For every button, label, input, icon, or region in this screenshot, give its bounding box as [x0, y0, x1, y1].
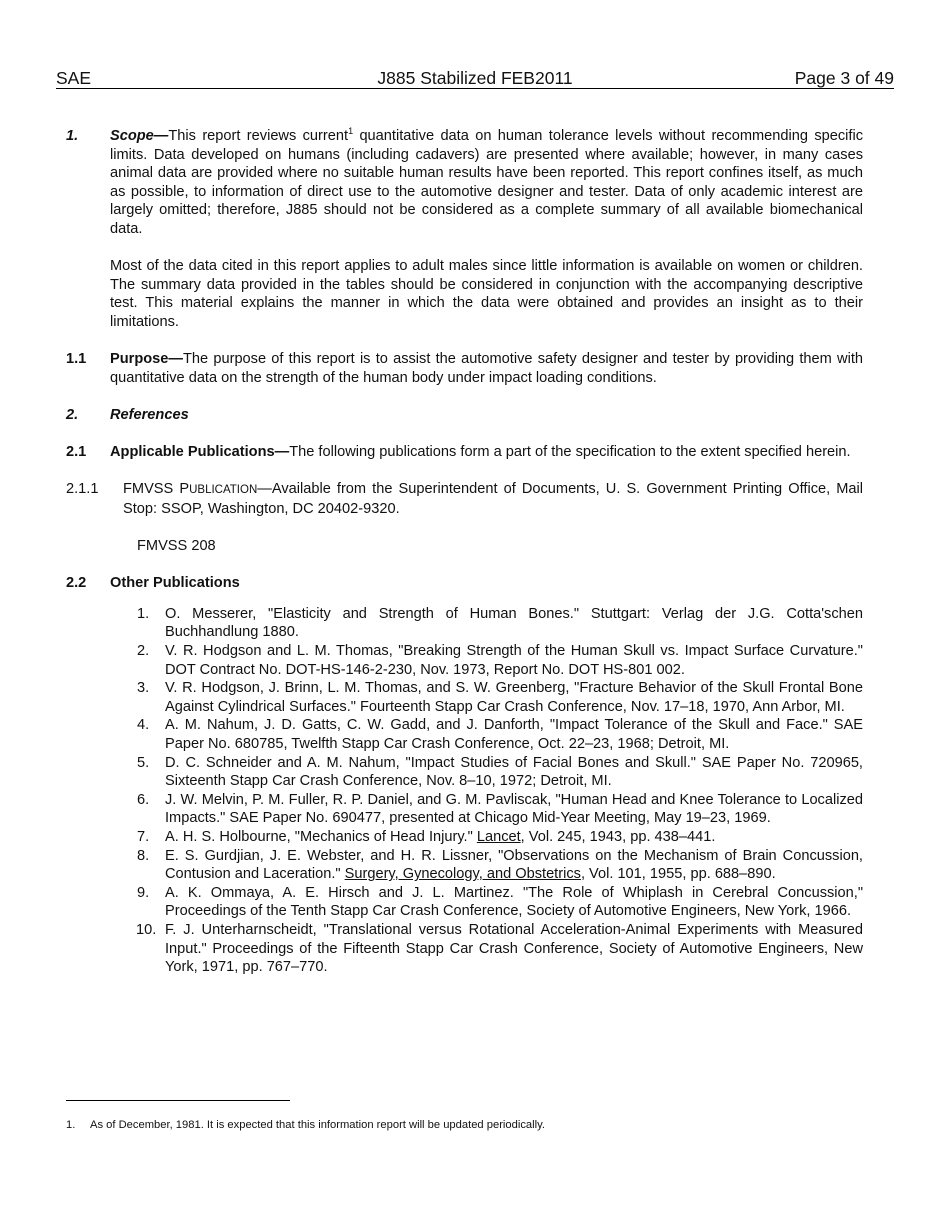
section-number: 2. [66, 406, 79, 423]
reference-item [66, 791, 863, 828]
reference-text: A. H. S. Holbourne, "Mechanics of Head Injury." [165, 828, 477, 845]
document-body [66, 127, 863, 977]
reference-item [66, 847, 863, 884]
reference-journal-title: Lancet [476, 828, 521, 845]
reference-number: 4. [137, 717, 150, 734]
section-fmvss-publication [66, 480, 863, 518]
fmvss-text: —Available from the Superintendent of Documents, U. S. Government Printing Office, Mail Stop: SSOP, Washington, DC 20402-9320. [123, 481, 863, 517]
section-title: FMVSS PUBLICATION [123, 481, 258, 498]
reference-journal-title: Surgery, Gynecology, and Obstetrics [344, 866, 581, 883]
reference-item [66, 716, 863, 753]
reference-item [66, 884, 863, 921]
reference-item [66, 754, 863, 791]
section-title: Purpose— [110, 351, 183, 368]
reference-item [66, 642, 863, 679]
header-doc-id: J885 Stabilized FEB2011 [377, 68, 573, 88]
reference-number: 10. [136, 921, 157, 938]
section-purpose [66, 350, 863, 387]
reference-text-tail: , Vol. 101, 1955, pp. 688–890. [580, 866, 776, 883]
reference-item [66, 921, 863, 977]
scope-text-b: quantitative data on human tolerance levels without recommending specific limits. Data developed on humans (including cadavers) are presented where available; however, in many cases animal data are provided where no suitable human results have been reported. This report confines itself, as much as possible, to information of direct use to the automotive designer and tester. Data of only academic interest are largely omitted; therefore, J885 should not be considered as a complete summary of all available biomechanical data. [110, 128, 864, 237]
section-number: 2.1.1 [66, 481, 99, 498]
scope-paragraph-2: Most of the data cited in this report applies to adult males since little information is available on women or children. The summary data provided in the tables should be considered in conjunction with the accompanying descriptive test. This material explains the manner in which the data were obtained and provides an insight as to their limitations. [110, 258, 863, 330]
scope-text-a: This report reviews current [168, 128, 349, 144]
reference-text: A. K. Ommaya, A. E. Hirsch and J. L. Martinez. "The Role of Whiplash in Cerebral Concussion," Proceedings of the Tenth Stapp Car Crash Conference, Society of Automotive Engineers, New York, 1966. [165, 884, 863, 920]
reference-number: 1. [137, 605, 150, 622]
section-title: References [110, 406, 189, 423]
reference-text: J. W. Melvin, P. M. Fuller, R. P. Daniel, and G. M. Pavliscak, "Human Head and Knee Tolerance to Localized Impacts." SAE Paper No. 690477, presented at Chicago Mid-Year Meeting, May 19–23, 1969. [165, 791, 863, 827]
reference-text: F. J. Unterharnscheidt, "Translational versus Rotational Acceleration-Animal Experiments with Measured Input." Proceedings of the Fifteenth Stapp Car Crash Conference, Society of Automotive Engineers, New York, 1971, pp. 767–770. [165, 921, 863, 976]
footnote [66, 1118, 545, 1132]
reference-number: 2. [137, 643, 150, 660]
fmvss-item: FMVSS 208 [137, 538, 216, 555]
page-header [56, 68, 894, 89]
section-number: 1. [66, 128, 79, 144]
reference-number: 6. [137, 791, 150, 808]
section-number: 1.1 [66, 351, 87, 368]
section-number: 2.2 [66, 575, 87, 592]
reference-text: V. R. Hodgson and L. M. Thomas, "Breaking Strength of the Human Skull vs. Impact Surface Curvature." DOT Contract No. DOT-HS-146-2-230, Nov. 1973, Report No. DOT HS-801 002. [165, 643, 863, 678]
section-title: Other Publications [110, 575, 240, 592]
footnote-number: 1. [66, 1119, 76, 1131]
purpose-text: The purpose of this report is to assist the automotive safety designer and tester by providing them with quantitative data on the strength of the human body under impact loading conditions. [110, 351, 863, 386]
reference-number: 7. [137, 828, 150, 845]
reference-number: 3. [137, 680, 150, 697]
section-other-publications [66, 574, 863, 593]
section-references [66, 406, 863, 425]
section-title: Scope— [110, 128, 169, 144]
footnote-divider [66, 1100, 290, 1101]
header-org: SAE [56, 68, 92, 88]
reference-number: 8. [137, 847, 150, 864]
reference-item [66, 605, 863, 642]
reference-number: 5. [137, 754, 150, 771]
footnote-text: As of December, 1981. It is expected that this information report will be updated periodically. [90, 1119, 545, 1131]
section-number: 2.1 [66, 444, 87, 461]
reference-text: E. S. Gurdjian, J. E. Webster, and H. R. Lissner, "Observations on the Mechanism of Brain Concussion, Contusion and Laceration." [165, 847, 863, 883]
reference-number: 9. [137, 884, 150, 901]
footnote-ref: 1 [348, 126, 354, 136]
reference-list [66, 605, 863, 977]
reference-text: V. R. Hodgson, J. Brinn, L. M. Thomas, and S. W. Greenberg, "Fracture Behavior of the Skull Frontal Bone Against Cylindrical Surfaces." Fourteenth Stapp Car Crash Conference, Nov. 17–18, 1970, Ann Arbor, MI. [165, 680, 863, 715]
reference-text-tail: , Vol. 245, 1943, pp. 438–441. [520, 828, 716, 845]
reference-item [66, 828, 863, 847]
reference-text: D. C. Schneider and A. M. Nahum, "Impact Studies of Facial Bones and Skull." SAE Paper No. 720965, Sixteenth Stapp Car Crash Conference, Nov. 8–10, 1972; Detroit, MI. [165, 754, 863, 790]
reference-text: O. Messerer, "Elasticity and Strength of Human Bones." Stuttgart: Verlag der J.G. Cotta'schen Buchhandlung 1880. [165, 605, 863, 641]
section-scope [66, 127, 863, 239]
reference-text: A. M. Nahum, J. D. Gatts, C. W. Gadd, and J. Danforth, "Impact Tolerance of the Skull and Face." SAE Paper No. 680785, Twelfth Stapp Car Crash Conference, Oct. 22–23, 1968; Detroit, MI. [165, 717, 863, 752]
reference-item [66, 679, 863, 716]
section-title: Applicable Publications— [110, 444, 290, 461]
applicable-text: The following publications form a part of the specification to the extent specified herein. [289, 444, 851, 461]
section-applicable-publications [66, 443, 863, 462]
header-page-number: Page 3 of 49 [794, 68, 894, 88]
